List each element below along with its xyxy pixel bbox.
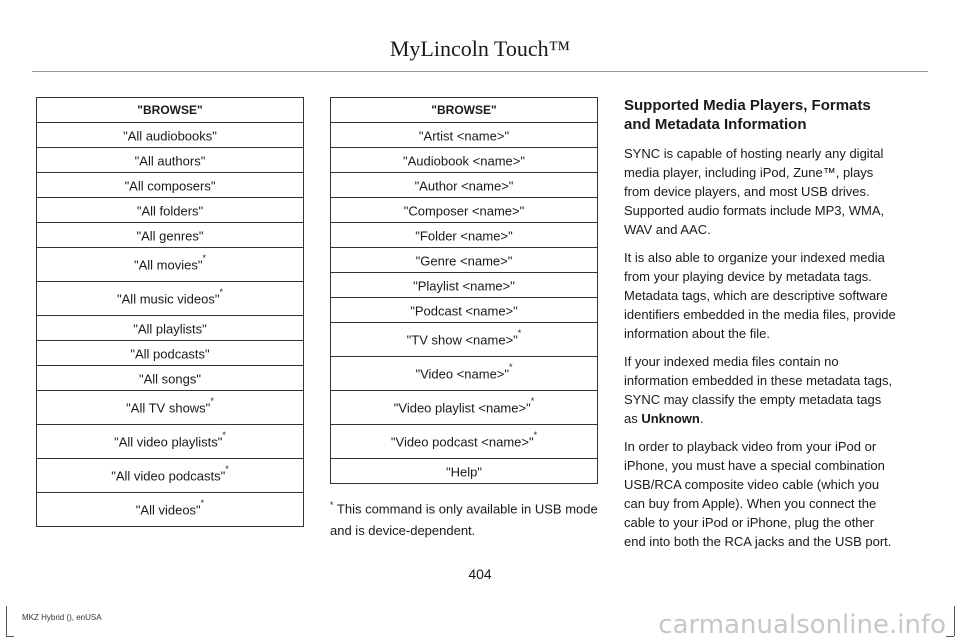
row-text: "All authors" (134, 153, 206, 169)
footnote-mark: * (330, 500, 334, 510)
table-row (331, 298, 598, 323)
row-text: "Video podcast <name>" (390, 434, 534, 450)
footnote-text: This command is only available in USB mode and is device-dependent. (330, 501, 598, 539)
row-text: "Audiobook <name>" (403, 153, 525, 169)
row-text: "All video playlists" (114, 434, 223, 450)
section-heading: Supported Media Players, Formats and Metadata Information (624, 97, 871, 133)
table-row (331, 273, 598, 298)
paragraph: SYNC is capable of hosting nearly any digital media player, including iPod, Zune™, plays from device players, and most USB drives. Supported audio formats include MP3, WMA, WAV and AAC. (624, 146, 885, 237)
row-text: "All videos" (135, 502, 201, 518)
footnote-mark: * (509, 362, 513, 373)
footnote-mark: * (219, 287, 223, 298)
row-text: "Podcast <name>" (410, 303, 518, 319)
page-header-title: MyLincoln Touch™ (389, 36, 571, 61)
table-row (37, 173, 304, 198)
footnote-mark: * (222, 430, 226, 441)
table-row (37, 391, 304, 425)
table-header: "BROWSE" (331, 98, 598, 123)
row-text: "All composers" (124, 178, 216, 194)
table-row (37, 248, 304, 282)
crop-mark (6, 636, 14, 637)
row-text: "Video <name>" (415, 366, 510, 382)
table-row (37, 316, 304, 341)
row-text: "All TV shows" (126, 400, 211, 416)
page-number: 404 (468, 566, 492, 582)
table-row (37, 459, 304, 493)
footer-model-text: MKZ Hybrid (), enUSA (22, 613, 102, 622)
crop-mark (946, 636, 954, 637)
paragraph (624, 352, 896, 428)
paragraph-text: If your indexed media files contain no information embedded in these metadata tags, SYNC may classify the empty metadata tags as (624, 354, 893, 426)
header-divider (32, 71, 928, 72)
row-text: "Composer <name>" (403, 203, 525, 219)
row-text: "All playlists" (133, 321, 207, 337)
row-text: "All folders" (136, 203, 204, 219)
table-header: "BROWSE" (37, 98, 304, 123)
paragraph: It is also able to organize your indexed media from your playing device by metadata tags. Metadata tags, which are descriptive software identifiers embedded in the media files, provide information about the file. (624, 250, 896, 341)
browse-commands-table-right (330, 97, 598, 484)
table-row (331, 148, 598, 173)
table-row (37, 425, 304, 459)
row-text: "Playlist <name>" (413, 278, 515, 294)
row-text: "Artist <name>" (418, 128, 510, 144)
site-watermark: carmanualsonline.info (658, 610, 946, 640)
table-row (37, 493, 304, 527)
row-text: "Help" (446, 464, 482, 480)
browse-commands-table-left (36, 97, 304, 527)
row-text: "All video podcasts" (111, 468, 226, 484)
footnote-mark: * (517, 328, 522, 339)
row-text: "All audiobooks" (123, 128, 217, 144)
table-row (331, 425, 598, 459)
table-row (37, 123, 304, 148)
table-row (331, 357, 598, 391)
row-text: "TV show <name>" (406, 332, 518, 348)
footnote-mark: * (200, 498, 205, 509)
table-row (37, 341, 304, 366)
footnote-mark: * (225, 464, 229, 475)
crop-mark (946, 606, 955, 636)
table-row (331, 323, 598, 357)
row-text: "All songs" (139, 371, 201, 387)
footnote-mark: * (202, 253, 206, 264)
row-text: "All movies" (134, 257, 203, 273)
row-text: "All genres" (136, 228, 204, 244)
row-text: "All music videos" (117, 291, 220, 307)
table-row (37, 282, 304, 316)
table-row (331, 123, 598, 148)
row-text: "All podcasts" (130, 346, 210, 362)
footnote-mark: * (210, 396, 214, 407)
table-row (331, 459, 598, 484)
table-row (331, 173, 598, 198)
footnote-mark: * (530, 396, 535, 407)
table-row (37, 223, 304, 248)
table-row (331, 223, 598, 248)
row-text: "Author <name>" (414, 178, 514, 194)
table-row (37, 366, 304, 391)
table-row (331, 248, 598, 273)
crop-mark (6, 606, 15, 636)
row-text: "Genre <name>" (415, 253, 513, 269)
media-players-section (624, 96, 896, 560)
table-row (331, 198, 598, 223)
table-row (331, 391, 598, 425)
unknown-term: Unknown (641, 411, 700, 426)
table-footnote (330, 494, 598, 542)
paragraph: In order to playback video from your iPod or iPhone, you must have a special combination USB/RCA composite video cable (which you can buy from Apple). When you connect the cable to your iPod or iPhone, plug the other end into both the RCA jacks and the USB port. (624, 439, 892, 549)
footnote-mark: * (533, 430, 538, 441)
row-text: "Video playlist <name>" (393, 400, 531, 416)
table-row (37, 198, 304, 223)
row-text: "Folder <name>" (415, 228, 513, 244)
paragraph-text: . (699, 411, 704, 426)
table-row (37, 148, 304, 173)
